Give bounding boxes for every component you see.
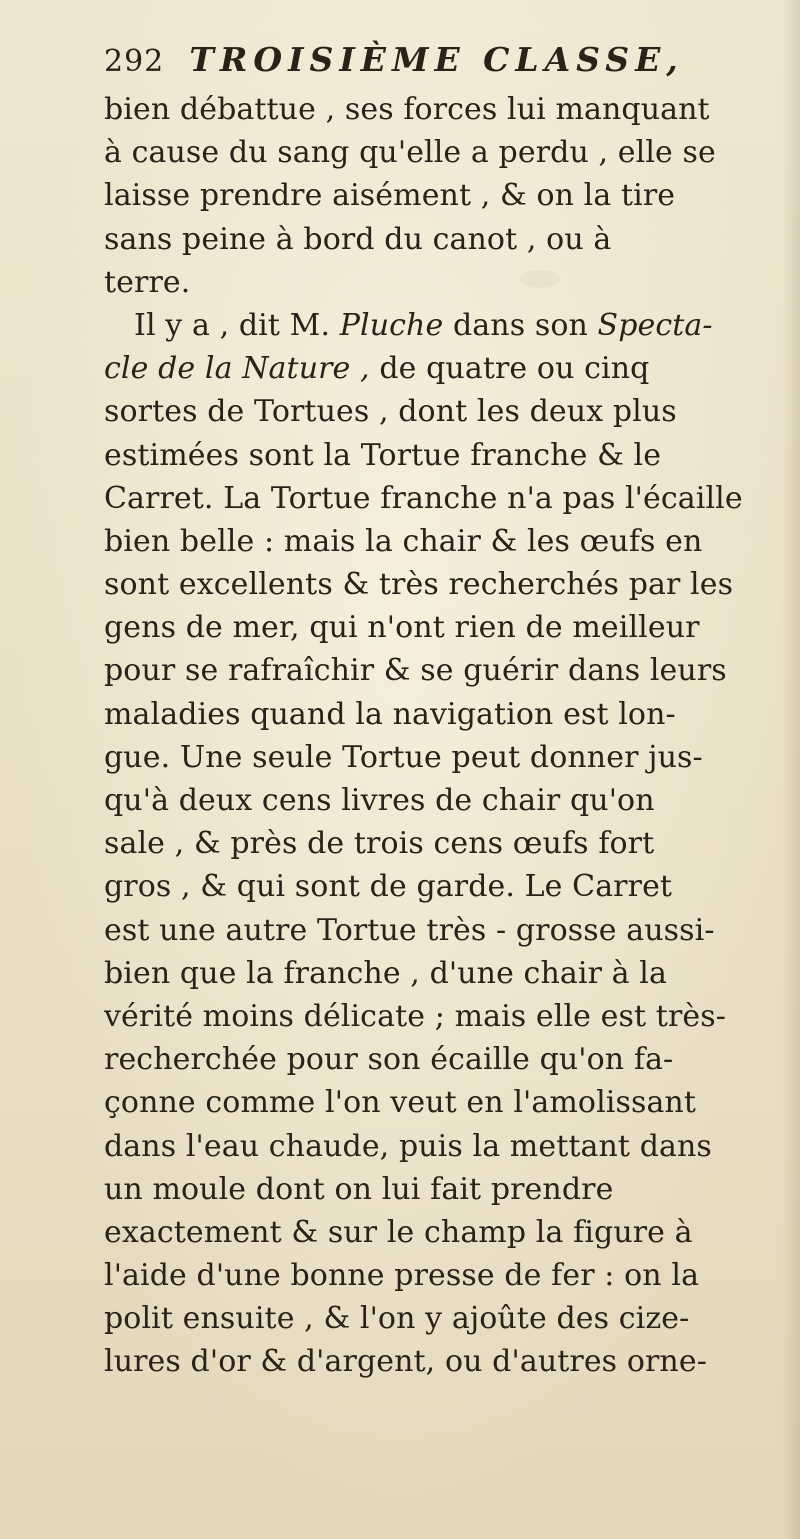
text-run: Il y a , dit M. — [134, 307, 340, 343]
text-line: polit ensuite , & l'on y ajoûte des cize- — [104, 1301, 690, 1337]
body-text — [104, 88, 784, 1384]
text-line: estimées sont la Tortue franche & le — [104, 437, 662, 473]
text-line: l'aide d'une bonne presse de fer : on la — [104, 1258, 700, 1294]
text-line: exactement & sur le champ la figure à — [104, 1214, 693, 1250]
page-number: 292 — [104, 44, 165, 79]
text-line: vérité moins délicate ; mais elle est très- — [104, 998, 726, 1034]
text-run: de quatre ou cinq — [369, 351, 650, 387]
book-title-part: Specta- — [597, 307, 713, 343]
text-line: gue. Une seule Tortue peut donner jus- — [104, 739, 703, 775]
page-edge-shadow — [782, 0, 800, 1539]
author-name: Pluche — [339, 307, 444, 343]
text-line: pour se rafraîchir & se guérir dans leurs — [104, 653, 727, 689]
text-line: qu'à deux cens livres de chair qu'on — [104, 783, 655, 818]
text-line: sale , & près de trois cens œufs fort — [104, 826, 655, 862]
text-line: terre. — [104, 264, 191, 300]
text-line: bien belle : mais la chair & les œufs en — [104, 523, 703, 559]
paragraph-start-line — [104, 304, 784, 347]
text-line: lures d'or & d'argent, ou d'autres orne- — [104, 1344, 707, 1380]
text-line: bien débattue , ses forces lui manquant — [104, 92, 710, 127]
text-line: à cause du sang qu'elle a perdu , elle se — [104, 135, 716, 171]
text-line: sont excellents & très recherchés par les — [104, 567, 734, 603]
text-line: Carret. La Tortue franche n'a pas l'écaille — [104, 480, 743, 516]
text-run: dans son — [443, 307, 598, 343]
text-line: çonne comme l'on veut en l'amolissant — [104, 1085, 697, 1121]
text-line: dans l'eau chaude, puis la mettant dans — [104, 1128, 712, 1164]
running-head — [104, 40, 744, 90]
text-line: maladies quand la navigation est lon- — [104, 696, 676, 732]
text-line: gens de mer, qui n'ont rien de meilleur — [104, 610, 700, 646]
book-title-part: cle de la Nature , — [104, 351, 370, 387]
text-line: sortes de Tortues , dont les deux plus — [104, 394, 677, 430]
text-line: recherchée pour son écaille qu'on fa- — [104, 1042, 674, 1078]
text-line: laisse prendre aisément , & on la tire — [104, 178, 676, 214]
text-line: sans peine à bord du canot , ou à — [104, 221, 612, 257]
text-line — [104, 347, 784, 390]
running-title: TROISIÈME CLASSE, — [189, 40, 684, 79]
text-line: un moule dont on lui fait prendre — [104, 1171, 614, 1207]
text-line: est une autre Tortue très - grosse aussi- — [104, 912, 715, 948]
text-line: bien que la franche , d'une chair à la — [104, 955, 667, 991]
text-line: gros , & qui sont de garde. Le Carret — [104, 869, 673, 905]
